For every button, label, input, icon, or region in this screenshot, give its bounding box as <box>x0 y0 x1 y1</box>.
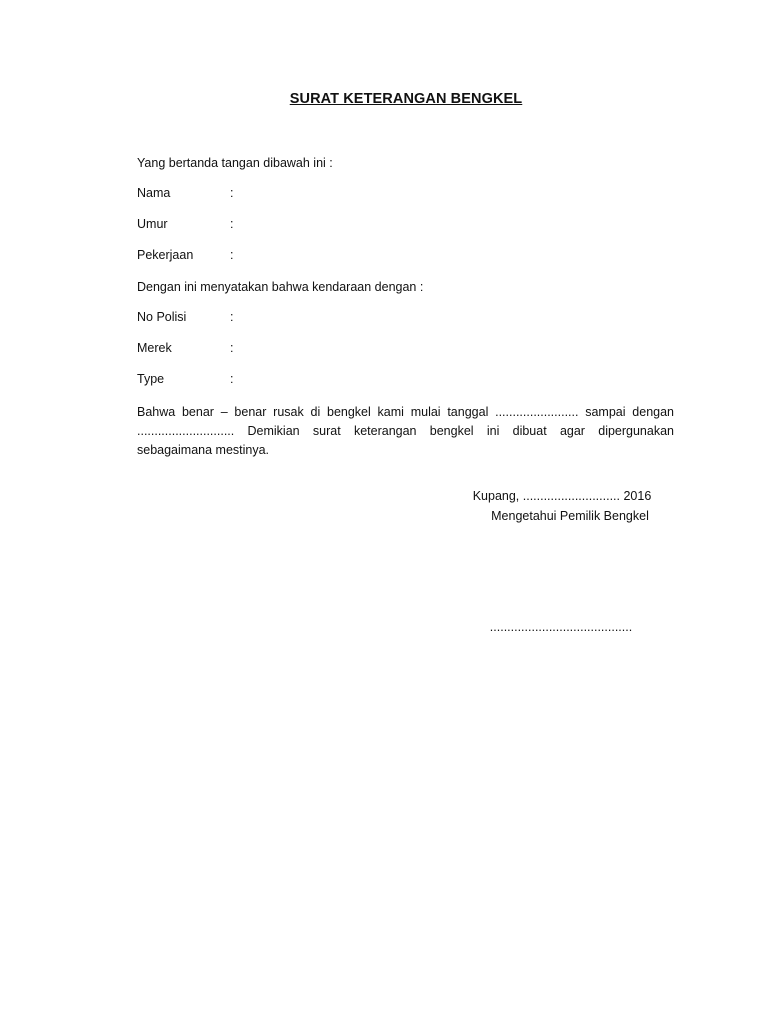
field-type <box>137 372 233 386</box>
place-date: Kupang, ............................ 2016 <box>472 489 652 503</box>
field-label: Merek <box>137 341 172 355</box>
field-label: Pekerjaan <box>137 248 194 262</box>
field-colon: : <box>230 217 234 231</box>
field-colon: : <box>230 341 234 355</box>
field-colon: : <box>230 186 234 200</box>
field-label: Nama <box>137 186 171 200</box>
statement-text: Dengan ini menyatakan bahwa kendaraan dengan : <box>137 280 424 294</box>
field-umur <box>137 217 233 231</box>
intro-text: Yang bertanda tangan dibawah ini : <box>137 156 333 170</box>
body-paragraph: Bahwa benar – benar rusak di bengkel kami mulai tanggal ........................ sampai dengan ............................ Demikian surat keterangan bengkel ini dibuat agar dipergunakan sebagaimana mestinya. <box>137 405 674 457</box>
field-merek <box>137 341 233 355</box>
signature-line: ......................................... <box>489 620 633 634</box>
acknowledge-text: Mengetahui Pemilik Bengkel <box>491 509 649 523</box>
letter-title: SURAT KETERANGAN BENGKEL <box>289 91 523 107</box>
field-no-polisi <box>137 310 233 324</box>
field-colon: : <box>230 372 234 386</box>
field-label: Umur <box>137 217 168 231</box>
field-label: No Polisi <box>137 310 187 324</box>
field-label: Type <box>137 372 165 386</box>
field-colon: : <box>230 248 234 262</box>
field-colon: : <box>230 310 234 324</box>
field-pekerjaan <box>137 248 233 262</box>
field-nama <box>137 186 233 200</box>
